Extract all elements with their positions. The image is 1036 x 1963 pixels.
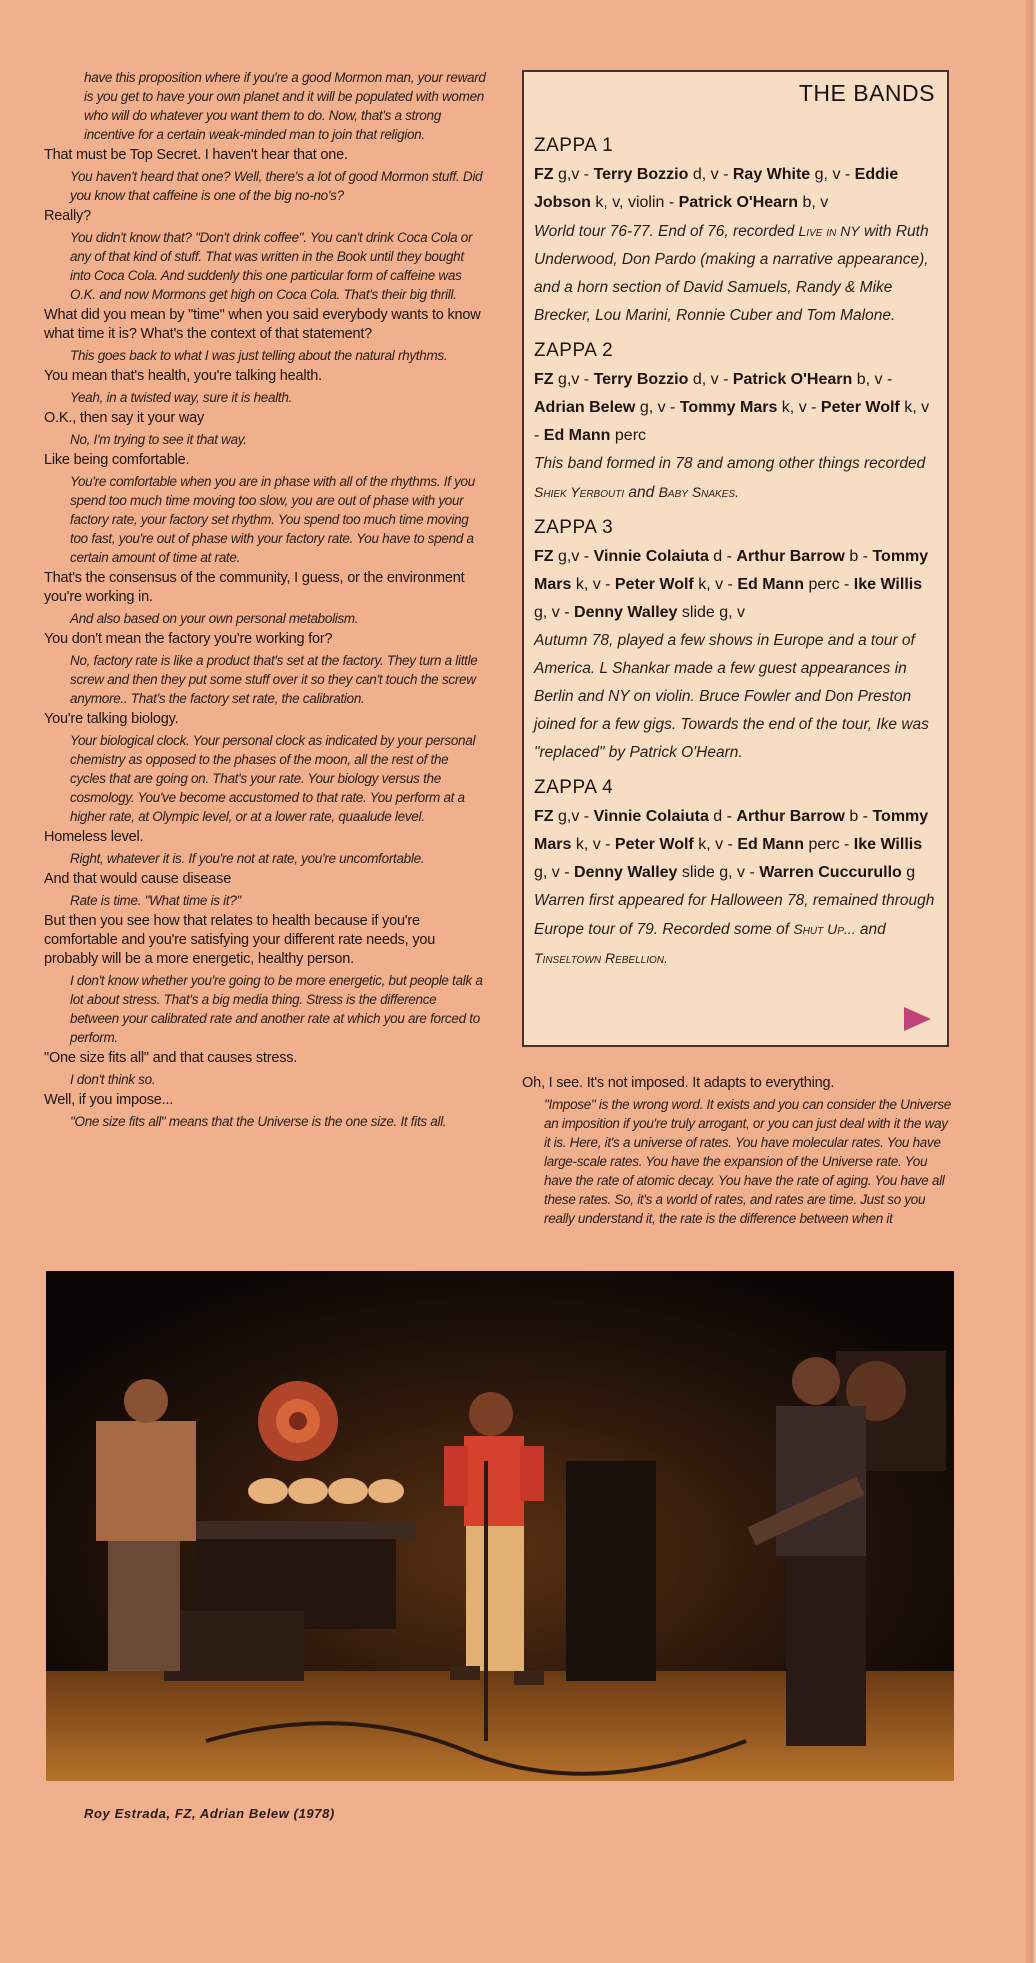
interview-answer: I don't think so. [70, 1072, 156, 1087]
band-member: Vinnie Colaiuta d - [593, 548, 737, 565]
member-name: FZ [534, 808, 554, 825]
member-name: Ike Willis [853, 836, 923, 853]
band-member [544, 427, 646, 444]
member-name: Ed Mann [737, 836, 804, 853]
note-text: and [855, 921, 886, 938]
band-group [534, 517, 935, 767]
band-member: Ray White g, v - [732, 166, 855, 183]
member-name: Tommy Mars [534, 808, 929, 853]
band-member: FZ g,v - [534, 808, 594, 825]
band-member: Tommy Mars k, v - [534, 808, 929, 853]
member-role: g, v [814, 166, 841, 183]
note-text: with Ruth Underwood, Don Pardo (making a narrative appearance), and a horn section of David Samuels, Randy & Mike Brecker, Lou Marini, Ronnie Cuber and Tom Malone. [534, 223, 929, 324]
member-role: g,v [558, 166, 580, 183]
interview-answer: No, factory rate is like a product that's set at the factory. They turn a little screw and then they put some stuff over it so they can't touch the screw anymore.. That's the factory set rate, the calibration. [70, 653, 478, 706]
interview-question: Well, if you impose... [44, 1092, 174, 1108]
band-note [534, 450, 935, 507]
band-members [534, 803, 935, 887]
band-member: Vinnie Colaiuta d - [593, 808, 737, 825]
member-name: Vinnie Colaiuta [593, 808, 709, 825]
band-member: Tommy Mars k, v - [534, 548, 929, 593]
member-name: Arthur Barrow [736, 808, 845, 825]
band-member [759, 864, 915, 881]
band-member [574, 604, 745, 621]
album-title: Tinseltown Rebellion. [534, 950, 668, 966]
band-note [534, 627, 935, 767]
member-role: d, v [692, 371, 719, 388]
album-title: Live in NY [798, 223, 860, 239]
member-name: Peter Wolf [820, 399, 900, 416]
band-group [534, 777, 935, 973]
interview-answer: No, I'm trying to see it that way. [70, 432, 247, 447]
interview-question: Like being comfortable. [44, 452, 190, 468]
interview-answer: Right, whatever it is. If you're not at rate, you're uncomfortable. [70, 851, 425, 866]
member-role: g,v [558, 371, 580, 388]
band-member: Peter Wolf k, v - [614, 576, 738, 593]
member-name: Terry Bozzio [593, 371, 689, 388]
member-name: Patrick O'Hearn [732, 371, 853, 388]
member-name: Ray White [732, 166, 811, 183]
member-name: Tommy Mars [534, 548, 929, 593]
member-role: k, v [698, 576, 724, 593]
band-member: Ike Willis g, v - [534, 836, 923, 881]
concert-photo [46, 1271, 954, 1781]
photo-caption: Roy Estrada, FZ, Adrian Belew (1978) [84, 1806, 335, 1821]
member-name: Warren Cuccurullo [759, 864, 902, 881]
band-name: ZAPPA 4 [534, 777, 614, 798]
member-role: g,v [558, 808, 580, 825]
band-name: ZAPPA 2 [534, 340, 614, 361]
member-role: g [906, 864, 916, 881]
band-member: Peter Wolf k, v - [614, 836, 738, 853]
member-name: FZ [534, 166, 554, 183]
member-name: FZ [534, 371, 554, 388]
band-members [534, 543, 935, 627]
member-role: perc [614, 427, 647, 444]
band-name: ZAPPA 3 [534, 517, 614, 538]
band-members [534, 366, 935, 450]
band-member: Terry Bozzio d, v - [593, 166, 733, 183]
member-role: d, v [692, 166, 719, 183]
member-role: k, v [575, 836, 601, 853]
member-role: g,v [558, 548, 580, 565]
interview-question: What did you mean by "time" when you said everybody wants to know what time it is? What's the context of that statement? [44, 307, 481, 342]
note-text: Warren first appeared for Halloween 78, remained through Europe tour of 79. Recorded some of [534, 892, 935, 938]
note-text: and [624, 484, 659, 501]
member-name: Terry Bozzio [593, 166, 689, 183]
member-role: k, v [575, 576, 601, 593]
member-role: d [713, 808, 723, 825]
note-text: This band formed in 78 and among other things recorded [534, 455, 926, 472]
interview-answer: "One size fits all" means that the Universe is the one size. It fits all. [70, 1114, 447, 1129]
interview-question: You don't mean the factory you're working for? [44, 631, 333, 647]
bands-groups [534, 135, 935, 973]
member-role: slide g, v [681, 864, 746, 881]
concert-photo-art [46, 1271, 954, 1781]
member-role: perc [808, 836, 840, 853]
member-name: Peter Wolf [614, 836, 694, 853]
member-name: Eddie Jobson [534, 166, 899, 211]
band-group [534, 340, 935, 507]
member-name: Denny Walley [574, 604, 678, 621]
band-member: Ed Mann perc - [737, 576, 854, 593]
member-role: b, v [802, 194, 829, 211]
interview-question: Oh, I see. It's not imposed. It adapts to everything. [522, 1075, 835, 1091]
band-member: Peter Wolf k, v - [534, 399, 930, 444]
band-member: FZ g,v - [534, 371, 594, 388]
note-text: Autumn 78, played a few shows in Europe and a tour of America. L Shankar made a few guest appearances in Berlin and NY on violin. Bruce Fowler and Don Preston joined for a few gigs. Towards the end of the tour, Ike was "replaced" by Patrick O'Hearn. [534, 632, 929, 761]
interview-question: O.K., then say it your way [44, 410, 205, 426]
member-role: k, v [904, 399, 930, 416]
member-role: k, v, violin [595, 194, 665, 211]
member-name: Arthur Barrow [736, 548, 845, 565]
page-edge [1026, 0, 1036, 1963]
member-name: Ed Mann [543, 427, 611, 444]
member-name: Ike Willis [853, 576, 923, 593]
member-name: Patrick O'Hearn [678, 194, 799, 211]
note-text: World tour 76-77. End of 76, recorded [534, 223, 799, 240]
album-title: Shut Up... [793, 921, 856, 937]
band-member: Terry Bozzio d, v - [593, 371, 733, 388]
member-role: b [849, 548, 859, 565]
band-member: Denny Walley slide g, v - [574, 864, 760, 881]
interview-answer: have this proposition where if you're a good Mormon man, your reward is you get to have your own planet and it will be populated with women who will do whatever you want them to do. Now, that's a strong incentive for a certain weak-minded man to join that religion. [84, 70, 486, 142]
album-title: Baby Snakes. [658, 484, 739, 500]
bands-title: THE BANDS [798, 80, 935, 106]
member-name: Peter Wolf [614, 576, 694, 593]
interview-question: You're talking biology. [44, 711, 179, 727]
member-role: b [849, 808, 859, 825]
interview-answer: "Impose" is the wrong word. It exists and you can consider the Universe an imposition if you're truly arrogant, or you can just deal with it the way it is. Here, it's a universe of rates. You have molecular rates. You have large-scale rates. You have the expansion of the Universe rate. You have the rate of atomic decay. You have the rate of aging. You have all these rates. So, it's a world of rates, and rates are time. Just so you really understand it, the rate is the difference between when it [544, 1097, 951, 1226]
member-name: Ed Mann [737, 576, 804, 593]
band-member: FZ g,v - [534, 548, 594, 565]
album-title: Shiek Yerbouti [534, 484, 625, 500]
interview-answer: This goes back to what I was just telling about the natural rhythms. [70, 348, 448, 363]
band-group [534, 135, 935, 330]
interview-question: And that would cause disease [44, 871, 232, 887]
member-role: slide g, v [681, 604, 746, 621]
interview-question: That's the consensus of the community, I guess, or the environment you're working in. [44, 570, 465, 605]
band-member [679, 194, 829, 211]
interview-question: That must be Top Secret. I haven't hear that one. [44, 147, 348, 163]
band-note [534, 217, 935, 330]
interview-answer: You didn't know that? "Don't drink coffee". You can't drink Coca Cola or any of that kind of stuff. That was written in the Book until they bought into Coca Cola. And suddenly this one particular form of caffeine was O.K. and now Mormons get high on Coca Cola. That's their big thrill. [70, 230, 473, 302]
interview-answer: You're comfortable when you are in phase with all of the rhythms. If you spend too much time moving too slow, you are out of phase with your factory rate, your factory set rhythm. You spend too much time moving too fast, you're out of phase with your factory rate. You have to spend a certain amount of time at rate. [70, 474, 475, 565]
member-name: FZ [534, 548, 554, 565]
member-role: k, v [781, 399, 807, 416]
band-name: ZAPPA 1 [534, 135, 614, 156]
member-role: b, v [856, 371, 883, 388]
member-role: k, v [698, 836, 724, 853]
band-member: Tommy Mars k, v - [679, 399, 821, 416]
band-member: Arthur Barrow b - [736, 548, 873, 565]
interview-answer: Yeah, in a twisted way, sure it is health. [70, 390, 293, 405]
member-role: g, v [534, 864, 560, 881]
band-member: Patrick O'Hearn b, v - [732, 371, 893, 388]
interview-answer: Your biological clock. Your personal clock as indicated by your personal chemistry as opposed to the phases of the moon, all the rest of the cycles that are going on. That's your rate. Your biology versus the cosmology. You've become accustomed to that rate. You perform at a higher rate, at Olympic level, or at a lower rate, quaalude level. [70, 733, 476, 824]
member-role: g, v [639, 399, 666, 416]
band-member: Arthur Barrow b - [736, 808, 873, 825]
interview-question: Homeless level. [44, 829, 144, 845]
continue-arrow-icon [904, 1007, 931, 1031]
interview-left-column [44, 68, 486, 1133]
band-member: Ike Willis g, v - [534, 576, 923, 621]
band-member: Ed Mann perc - [737, 836, 854, 853]
member-name: Vinnie Colaiuta [593, 548, 709, 565]
bands-sidebar [522, 70, 949, 1047]
interview-question: Really? [44, 208, 91, 224]
member-name: Denny Walley [574, 864, 678, 881]
member-role: g, v [534, 604, 560, 621]
band-member: Eddie Jobson k, v, violin - [534, 166, 899, 211]
band-members [534, 161, 935, 217]
interview-answer: Rate is time. "What time is it?" [70, 893, 242, 908]
member-role: d [713, 548, 723, 565]
band-member: FZ g,v - [534, 166, 594, 183]
interview-answer: You haven't heard that one? Well, there's a lot of good Mormon stuff. Did you know that caffeine is one of the big no-no's? [70, 169, 483, 203]
band-note [534, 887, 935, 973]
member-role: perc [808, 576, 840, 593]
interview-answer: I don't know whether you're going to be more energetic, but people talk a lot about stress. That's a big media thing. Stress is the difference between your calibrated rate and another rate at which you are forced to perform. [70, 973, 483, 1045]
member-name: Adrian Belew [534, 399, 636, 416]
interview-question: "One size fits all" and that causes stress. [44, 1050, 298, 1066]
band-member: Adrian Belew g, v - [534, 399, 680, 416]
interview-answer: And also based on your own personal metabolism. [70, 611, 359, 626]
member-name: Tommy Mars [679, 399, 778, 416]
interview-right-column [522, 1074, 952, 1230]
interview-question: But then you see how that relates to health because if you're comfortable and you're satisfying your different rate needs, you probably will be a more energetic, healthy person. [44, 913, 436, 967]
interview-question: You mean that's health, you're talking health. [44, 368, 322, 384]
